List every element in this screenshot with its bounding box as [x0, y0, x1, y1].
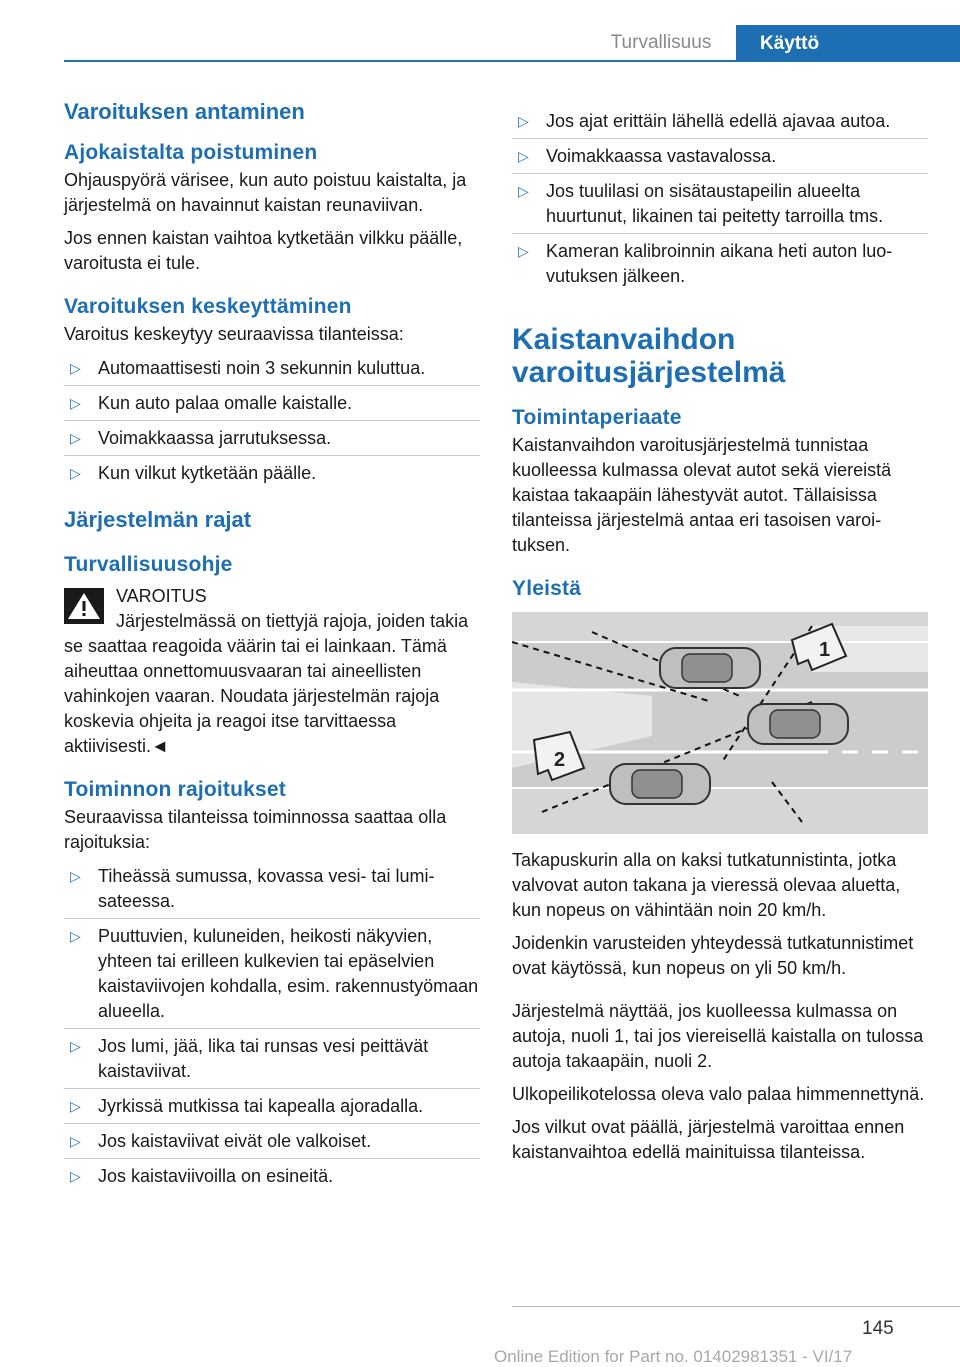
- svg-text:2: 2: [554, 749, 566, 771]
- list-func-limits: [64, 859, 480, 1193]
- heading-general: Yleistä: [512, 577, 582, 600]
- para-vibration: Ohjauspyörä värisee, kun auto poistuu kaistalta, ja järjestelmä on havainnut kaistan reunaviivan.: [64, 170, 467, 215]
- triangle-bullet-icon: ▷: [70, 465, 81, 481]
- para-display: Järjestelmä näyttää, jos kuolleessa kulmassa on autoja, nuoli 1, tai jos viereisellä kaistalla on tulossa autoja takaapäin, nuoli 2.: [512, 1001, 924, 1071]
- triangle-bullet-icon: ▷: [518, 183, 529, 199]
- triangle-bullet-icon: ▷: [70, 1133, 81, 1149]
- list-item: ▷ Tiheässä sumussa, kovassa vesi- tai lumisateessa.: [70, 866, 435, 911]
- heading-principle: Toimintaperiaate: [512, 406, 682, 429]
- car-icon: [610, 764, 710, 804]
- triangle-bullet-icon: ▷: [70, 430, 81, 446]
- warning-triangle-icon: [64, 588, 104, 624]
- heading-warning: Varoituksen antaminen: [64, 99, 305, 124]
- list-interrupt: [64, 351, 480, 490]
- triangle-bullet-icon: ▷: [70, 1168, 81, 1184]
- triangle-bullet-icon: ▷: [518, 148, 529, 164]
- triangle-bullet-icon: ▷: [70, 1038, 81, 1054]
- list-item: ▷ Voimakkaassa vastavalossa.: [512, 138, 928, 173]
- heading-limits: Järjestelmän rajat: [64, 507, 252, 532]
- triangle-bullet-icon: ▷: [70, 1098, 81, 1114]
- tab-safety[interactable]: Turvallisuus: [586, 25, 736, 60]
- heading-lane-leave: Ajokaistalta poistuminen: [64, 141, 318, 164]
- edition-footer: Online Edition for Part no. 01402981351 - VI/17: [494, 1347, 853, 1366]
- page-number: 145: [862, 1318, 894, 1339]
- warning-title: VAROITUS: [116, 586, 207, 606]
- right-column: [512, 104, 928, 1173]
- list-item: ▷ Jyrkissä mutkissa tai kapealla ajoradalla.: [64, 1088, 480, 1123]
- list-item: ▷ Jos kaistaviivoilla on esineitä.: [64, 1158, 480, 1193]
- para-indicator: Jos ennen kaistan vaihtoa kytketään vilkku päälle, varoitusta ei tule.: [64, 228, 463, 273]
- para-func-limits: Seuraavissa tilanteissa toiminnossa saattaa olla rajoituksia:: [64, 807, 447, 852]
- para-indicator-warning: Jos vilkut ovat päällä, järjestelmä varoittaa ennen kaistanvaihtoa edellä mainituissa tilanteissa.: [512, 1117, 905, 1162]
- triangle-bullet-icon: ▷: [518, 113, 529, 129]
- lane-change-figure: [512, 612, 928, 834]
- triangle-bullet-icon: ▷: [70, 360, 81, 376]
- warning-text: Järjestelmässä on tiettyjä rajoja, joiden takia se saattaa reagoida väärin tai ei lainkaan. Tämä aiheuttaa onnettomuusvaaran tai aineellisten vahinkojen vaaran. Noudata järjestelmän rajoja koskevia ohjeita ja reagoi itse tarvittaessa aktiivisesti.◄: [64, 611, 469, 756]
- para-interrupt: Varoitus keskeytyy seuraavissa tilanteissa:: [64, 324, 404, 344]
- car-icon: [660, 648, 760, 688]
- para-radar: Takapuskurin alla on kaksi tutkatunnistinta, jotka valvovat auton takana ja vieressä olevaa aluetta, kun nopeus on vähintään noin 20 km/h.: [512, 850, 901, 920]
- triangle-bullet-icon: ▷: [518, 243, 529, 259]
- list-item: ▷ Kun vilkut kytketään päälle.: [64, 455, 480, 490]
- list-item: ▷ Jos ajat erittäin lähellä edellä ajavaa autoa.: [512, 104, 928, 138]
- list-item: ▷ Kun auto palaa omalle kaistalle.: [64, 385, 480, 420]
- triangle-bullet-icon: ▷: [70, 395, 81, 411]
- warning-box: [64, 584, 480, 759]
- list-item: ▷ Voimakkaassa jarrutuksessa.: [64, 420, 480, 455]
- left-column: [64, 98, 480, 1201]
- triangle-bullet-icon: ▷: [70, 928, 81, 944]
- heading-interrupt: Varoituksen keskeyttäminen: [64, 295, 352, 318]
- heading-func-limits: Toiminnon rajoitukset: [64, 778, 286, 801]
- lane-diagram: [512, 612, 928, 834]
- heading-main: Kaistanvaihdon varoitusjärjestelmä: [512, 323, 786, 389]
- list-item: ▷ Jos lumi, jää, lika tai runsas vesi peittävät kaistaviivat.: [64, 1028, 480, 1088]
- list-item: ▷ Automaattisesti noin 3 sekunnin kuluttua.: [64, 351, 480, 385]
- list-limits-continued: [512, 104, 928, 293]
- list-item: ▷ Jos tuulilasi on sisätaustapeilin alueelta huurtunut, likainen tai peitetty tarroilla tms.: [512, 173, 928, 233]
- list-item: ▷ Jos kaistaviivat eivät ole valkoiset.: [64, 1123, 480, 1158]
- heading-safety-note: Turvallisuusohje: [64, 553, 233, 576]
- list-item: ▷ Puuttuvien, kuluneiden, heikosti näkyvien, yhteen tai erilleen kulkevien tai epäselvien kaistaviivojen kohdalla, esim. rakennustyömaan alueella.: [64, 918, 480, 1028]
- list-item: ▷ Kameran kalibroinnin aikana heti auton luovutuksen jälkeen.: [512, 233, 928, 293]
- footer-rule: [512, 1306, 960, 1307]
- car-icon: [748, 704, 848, 744]
- svg-text:1: 1: [819, 639, 831, 661]
- para-principle: Kaistanvaihdon varoitusjärjestelmä tunnistaa kuolleessa kulmassa olevat autot sekä viereistä kaistaa takaapäin lähestyvät autot. Tällaisissa tilanteissa järjestelmä antaa eri tasoisen varoituksen.: [512, 435, 892, 555]
- para-equipment: Joidenkin varusteiden yhteydessä tutkatunnistimet ovat käytössä, kun nopeus on yli 50 km/h.: [512, 933, 914, 978]
- para-mirror-light: Ulkopeilikotelossa oleva valo palaa himmennettynä.: [512, 1084, 925, 1104]
- tab-usage[interactable]: Käyttö: [736, 25, 960, 62]
- triangle-bullet-icon: ▷: [70, 868, 81, 884]
